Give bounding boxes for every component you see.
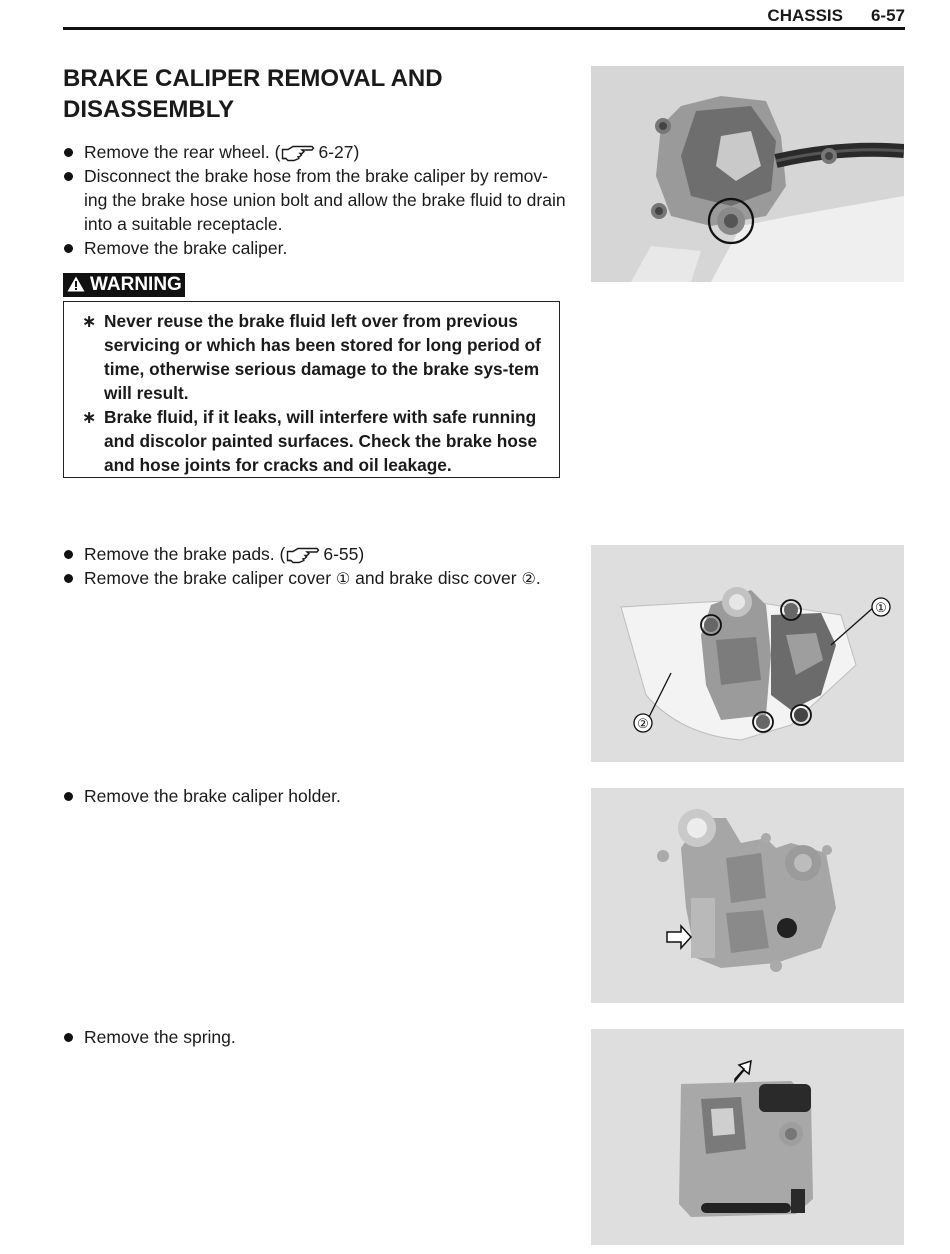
- step-list-spring: [63, 1025, 568, 1049]
- photo-spring: [591, 1029, 904, 1245]
- warning-label: WARNING: [63, 273, 185, 297]
- warning-item: ∗ Brake fluid, if it leaks, will interfere with safe running and discolor painted surfaces. Check the brake hose and hose joints for cracks and oil leakage.: [82, 407, 538, 475]
- list-item: Remove the brake caliper holder.: [63, 784, 568, 808]
- step-list-removal: [63, 140, 568, 260]
- callout-1-label: ①: [875, 600, 887, 615]
- pointing-hand-icon: [286, 547, 320, 564]
- asterisk-icon: ∗: [82, 311, 97, 331]
- list-item: Remove the brake caliper.: [63, 236, 568, 260]
- page-reference[interactable]: 6-27: [318, 142, 354, 162]
- page-title: BRAKE CALIPER REMOVAL AND DISASSEMBLY: [63, 65, 443, 123]
- warning-triangle-icon: [67, 276, 85, 292]
- asterisk-icon: ∗: [82, 407, 97, 427]
- photo-caliper-holder: [591, 788, 904, 1003]
- page-header: [63, 5, 905, 29]
- header-rule: [63, 27, 905, 30]
- list-item: Remove the brake pads. ( 6-55): [63, 542, 568, 566]
- step-list-holder: [63, 784, 568, 808]
- callout-2-label: ②: [637, 716, 649, 731]
- photo-caliper-on-bike: [591, 66, 904, 282]
- warning-item: ∗ Never reuse the brake fluid left over from previous servicing or which has been stored for long period of time, otherwise serious damage to the brake sys-tem will result.: [82, 311, 541, 403]
- list-item: Remove the brake caliper cover ① and brake disc cover ②.: [63, 566, 568, 591]
- section-title: CHASSIS: [767, 6, 843, 25]
- list-item: Remove the spring.: [63, 1025, 568, 1049]
- warning-box: [63, 301, 560, 478]
- list-item: Disconnect the brake hose from the brake caliper by remov-ing the brake hose union bolt and allow the brake fluid to drain into a suitable receptacle.: [63, 164, 568, 236]
- callout-1: ①: [335, 569, 351, 588]
- photo-caliper-covers: [591, 545, 904, 762]
- pointing-hand-icon: [281, 145, 315, 162]
- page-number: 6-57: [870, 6, 905, 25]
- page-reference[interactable]: 6-55: [323, 544, 359, 564]
- list-item: Remove the rear wheel. ( 6-27): [63, 140, 568, 164]
- callout-2: ②: [521, 569, 536, 588]
- step-list-disassembly: [63, 542, 568, 591]
